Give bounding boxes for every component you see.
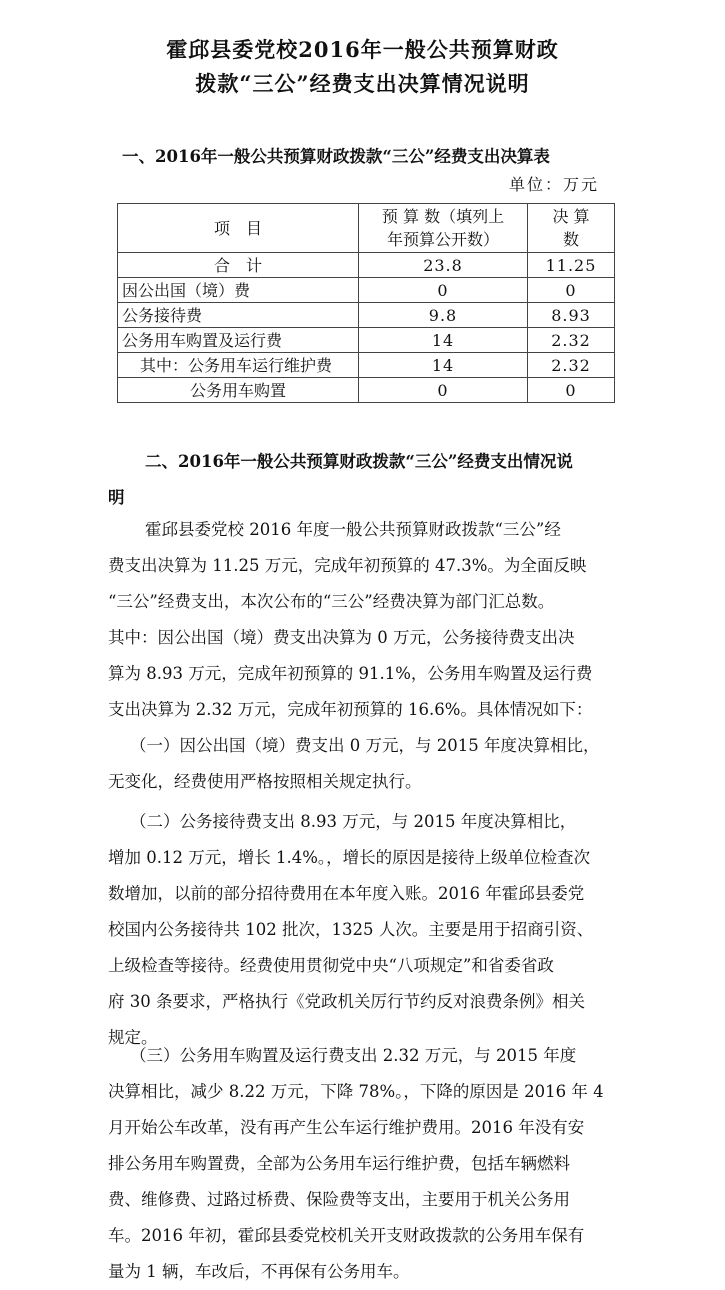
paragraph-line: 排公务用车购置费，全部为公务用车运行维护费，包括车辆燃料 xyxy=(108,1154,570,1173)
table-header-row xyxy=(118,204,615,253)
paragraph-line: （二）公务接待费支出 8.93 万元，与 2015 年度决算相比， xyxy=(130,812,577,831)
row-final: 0 xyxy=(528,378,615,403)
table-row xyxy=(118,253,615,278)
paragraph-line: 规定。 xyxy=(108,1028,158,1047)
row-budget: 14 xyxy=(359,328,528,353)
row-item: 公务用车购置 xyxy=(118,378,359,403)
paragraph-line: 算为 8.93 万元，完成年初预算的 91.1%，公务用车购置及运行费 xyxy=(108,664,593,683)
paragraph-line: 费、维修费、过路过桥费、保险费等支出，主要用于机关公务用 xyxy=(108,1190,570,1209)
row-budget: 14 xyxy=(359,353,528,378)
row-final: 0 xyxy=(528,278,615,303)
expense-table xyxy=(117,203,615,403)
row-item: 其中：公务用车运行维护费 xyxy=(118,353,359,378)
row-item: 因公出国（境）费 xyxy=(118,278,359,303)
paragraph-line: 无变化，经费使用严格按照相关规定执行。 xyxy=(108,772,422,791)
paragraph-summary xyxy=(108,512,628,728)
table-row xyxy=(118,378,615,403)
paragraph-line: （三）公务用车购置及运行费支出 2.32 万元，与 2015 年度 xyxy=(130,1046,577,1065)
paragraph-line: 校国内公务接待共 102 批次，1325 人次。主要是用于招商引资、 xyxy=(108,920,594,939)
row-final: 2.32 xyxy=(528,353,615,378)
paragraph-line: 府 30 条要求，严格执行《党政机关厉行节约反对浪费条例》相关 xyxy=(108,992,585,1011)
header-budget: 预 算 数（填列上 年预算公开数） xyxy=(359,204,528,253)
row-budget: 9.8 xyxy=(359,303,528,328)
paragraph-line: 月开始公车改革，没有再产生公车运行维护费用。2016 年没有安 xyxy=(108,1118,585,1137)
row-item: 合 计 xyxy=(118,253,359,278)
section1-heading: 一、2016年一般公共预算财政拨款“三公”经费支出决算表 xyxy=(122,147,550,166)
paragraph-line: 量为 1 辆，车改后，不再保有公务用车。 xyxy=(108,1262,410,1281)
header-final: 决 算 数 xyxy=(528,204,615,253)
table-row xyxy=(118,303,615,328)
paragraph-vehicle xyxy=(108,1038,628,1290)
page-title-line1: 霍邱县委党校2016年一般公共预算财政 xyxy=(166,37,559,62)
paragraph-line: 增加 0.12 万元，增长 1.4%。，增长的原因是接待上级单位检查次 xyxy=(108,848,591,867)
paragraph-line: 车。2016 年初，霍邱县委党校机关开支财政拨款的公务用车保有 xyxy=(108,1226,585,1245)
unit-label: 单位：万元 xyxy=(509,175,600,194)
row-budget: 23.8 xyxy=(359,253,528,278)
paragraph-line: （一）因公出国（境）费支出 0 万元，与 2015 年度决算相比， xyxy=(130,736,600,755)
page-title-line2: 拨款“三公”经费支出决算情况说明 xyxy=(195,71,530,96)
row-item: 公务用车购置及运行费 xyxy=(118,328,359,353)
table-row xyxy=(118,328,615,353)
paragraph-line: 费支出决算为 11.25 万元，完成年初预算的 47.3%。为全面反映 xyxy=(108,556,587,575)
row-budget: 0 xyxy=(359,378,528,403)
paragraph-line: 霍邱县委党校 2016 年度一般公共预算财政拨款“三公”经 xyxy=(145,520,561,539)
row-item: 公务接待费 xyxy=(118,303,359,328)
paragraph-line: 上级检查等接待。经费使用贯彻党中央“八项规定”和省委省政 xyxy=(108,956,554,975)
paragraph-reception xyxy=(108,804,628,1056)
row-final: 8.93 xyxy=(528,303,615,328)
table-row xyxy=(118,278,615,303)
paragraph-line: 决算相比，减少 8.22 万元，下降 78%。，下降的原因是 2016 年 4 xyxy=(108,1082,604,1101)
row-final: 11.25 xyxy=(528,253,615,278)
paragraph-line: 其中：因公出国（境）费支出决算为 0 万元，公务接待费支出决 xyxy=(108,628,575,647)
section2-heading-cont: 明 xyxy=(108,488,125,507)
paragraph-line: 数增加，以前的部分招待费用在本年度入账。2016 年霍邱县委党 xyxy=(108,884,585,903)
row-final: 2.32 xyxy=(528,328,615,353)
section2-heading: 二、2016年一般公共预算财政拨款“三公”经费支出情况说 xyxy=(145,452,573,471)
header-item: 项 目 xyxy=(118,204,359,253)
paragraph-line: 支出决算为 2.32 万元，完成年初预算的 16.6%。具体情况如下： xyxy=(108,700,593,719)
table-row xyxy=(118,353,615,378)
paragraph-abroad xyxy=(108,728,628,800)
paragraph-line: “三公”经费支出，本次公布的“三公”经费决算为部门汇总数。 xyxy=(108,592,555,611)
row-budget: 0 xyxy=(359,278,528,303)
